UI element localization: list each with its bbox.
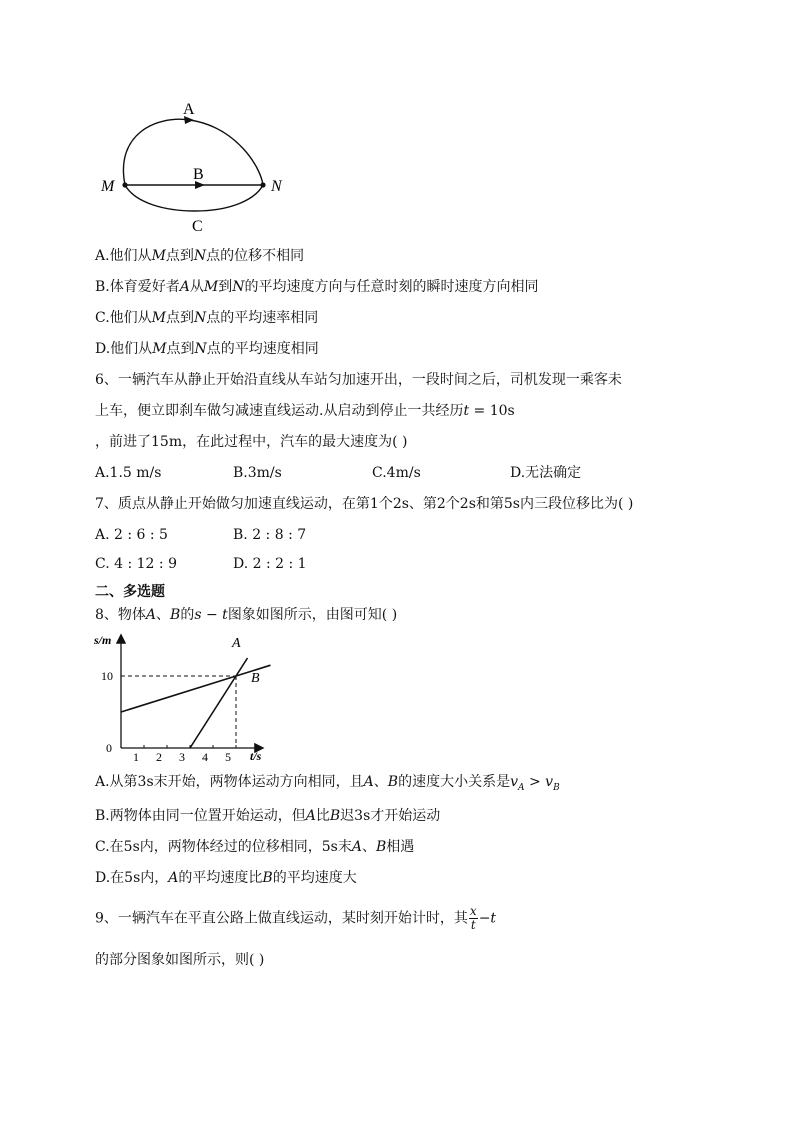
x-tick-5: 5 — [225, 750, 231, 764]
q5-option-b[interactable]: B.体育爱好者A从M到N的平均速度方向与任意时刻的瞬时速度方向相同 — [95, 279, 539, 295]
graph-marks — [121, 658, 271, 748]
section-title: 二、多选题 — [95, 584, 165, 600]
q8-stem: 8、物体A、B的s − t图象如图所示，由图可知( ) — [95, 607, 398, 623]
q6-option-b[interactable]: B.3m/s — [233, 465, 282, 481]
path-diagram — [95, 95, 295, 240]
series-line-b — [121, 665, 271, 712]
q8-option-b[interactable]: B.两物体由同一位置开始运动，但A比B迟3s才开始运动 — [95, 808, 441, 824]
x-tick-4: 4 — [202, 750, 208, 764]
label-a: A — [183, 101, 195, 118]
label-c: C — [192, 218, 203, 235]
series-line-a — [190, 658, 248, 748]
q5-option-c[interactable]: C.他们从M点到N点的平均速率相同 — [95, 310, 319, 326]
line-a-label: A — [232, 636, 241, 651]
q9-stem-line1: 9、一辆汽车在平直公路上做直线运动，某时刻开始计时，其 $\frac{x}{t}$ −t — [95, 904, 497, 932]
point-n — [260, 182, 265, 187]
x-axis-label: t/s — [250, 749, 262, 763]
q5-option-d[interactable]: D.他们从M点到N点的平均速度相同 — [95, 341, 319, 357]
q7-stem: 7、质点从静止开始做匀加速直线运动，在第1个2s、第2个2s和第5s内三段位移比为( ) — [95, 496, 634, 512]
q7-option-d[interactable]: D. 2 : 2 : 1 — [233, 556, 307, 572]
q7-option-a[interactable]: A. 2 : 6 : 5 — [95, 527, 168, 543]
fraction-x-over-t: $\frac{x}{t}$ — [469, 904, 477, 932]
q6-option-c[interactable]: C.4m/s — [372, 465, 421, 481]
q6-option-d[interactable]: D.无法确定 — [510, 465, 582, 481]
path-c-curve — [125, 185, 263, 211]
q6-stem-line2: 上车，便立即刹车做匀减速直线运动.从启动到停止一共经历t = 10s — [95, 403, 515, 419]
q8-option-d[interactable]: D.在5s内，A的平均速度比B的平均速度大 — [95, 870, 357, 886]
q7-option-c[interactable]: C. 4 : 12 : 9 — [95, 556, 177, 572]
q9-stem-line2: 的部分图象如图所示，则( ) — [95, 952, 265, 968]
st-graph — [92, 630, 272, 770]
q7-option-b[interactable]: B. 2 : 8 : 7 — [233, 527, 307, 543]
y-tick-0: 0 — [106, 741, 112, 755]
point-m — [122, 182, 127, 187]
label-b: B — [193, 166, 204, 183]
q8-option-c[interactable]: C.在5s内，两物体经过的位移相同，5s末A、B相遇 — [95, 839, 415, 855]
line-b-label: B — [251, 671, 260, 686]
q5-option-a[interactable]: A.他们从M点到N点的位移不相同 — [95, 248, 305, 264]
q6-stem-line1: 6、一辆汽车从静止开始沿直线从车站匀加速开出，一段时间之后，司机发现一乘客未 — [95, 372, 622, 388]
label-m: M — [101, 178, 115, 195]
x-tick-1: 1 — [133, 750, 139, 764]
y-tick-10: 10 — [101, 669, 113, 683]
q6-stem-line3: ，前进了15m，在此过程中，汽车的最大速度为( ) — [95, 434, 408, 450]
x-tick-2: 2 — [156, 750, 162, 764]
q6-option-a[interactable]: A.1.5 m/s — [95, 465, 162, 481]
y-axis-label: s/m — [94, 633, 112, 647]
label-n: N — [271, 178, 282, 195]
q8-option-a[interactable]: A.从第3s末开始，两物体运动方向相同，且A、B的速度大小关系是$v_A > v_B$ — [95, 774, 560, 793]
x-tick-3: 3 — [179, 750, 185, 764]
